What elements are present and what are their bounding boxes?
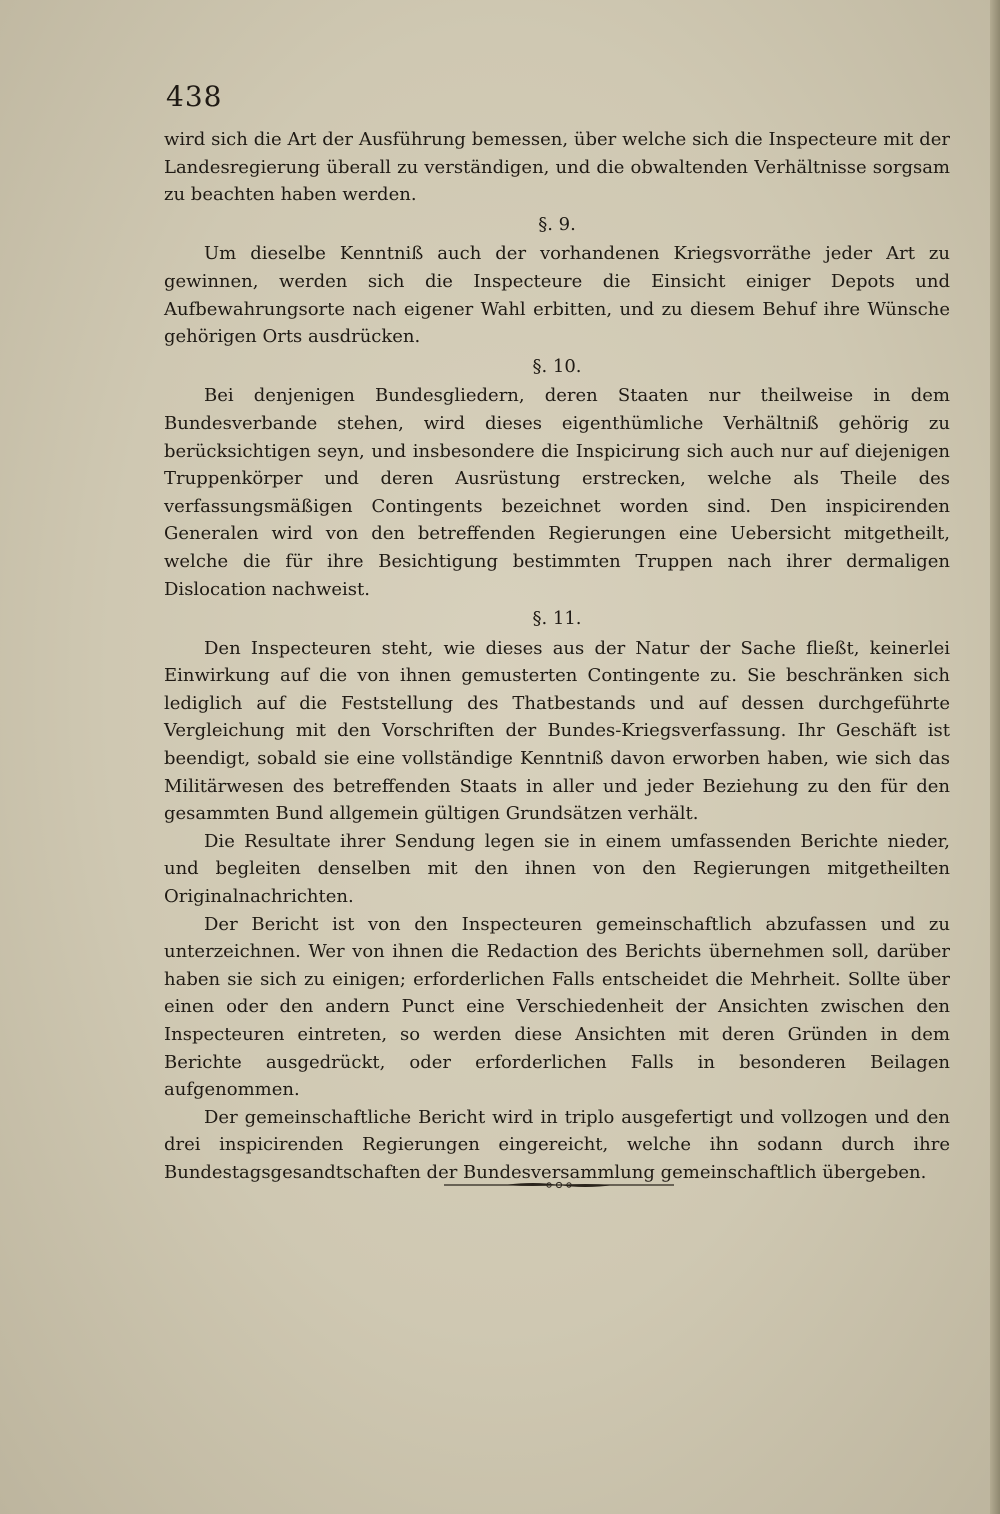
paragraph: Den Inspecteuren steht, wie dieses aus der Natur der Sache fließt, keinerlei Einwirkung auf die von ihnen gemusterten Contingente zu. Sie beschränken sich lediglich auf die Feststellung des Thatbestands und auf dessen durchgeführte Vergleichung mit den Vorschriften der Bundes-Kriegsverfassung. Ihr Geschäft ist beendigt, sobald sie eine vollständige Kenntniß davon erworben haben, wie sich das Militärwesen des betreffenden Staats in aller und jeder Beziehung zu den für den gesammten Bund allgemein gültigen Grundsätzen verhält.	[164, 637, 950, 825]
section-heading: §. 10.	[532, 355, 582, 377]
paragraph: Bei denjenigen Bundesgliedern, deren Staaten nur theilweise in dem Bundesverbande stehen, wird dieses eigenthümliche Verhältniß gehörig zu berücksichtigen seyn, und insbesondere die Inspicirung sich auch nur auf diejenigen Truppenkörper und deren Ausrüstung erstrecken, welche als Theile des verfassungsmäßigen Contingents bezeichnet worden sind. Den inspicirenden Generalen wird von den betreffenden Regierungen eine Uebersicht mitgetheilt, welche die für ihre Besichtigung bestimmten Truppen nach ihrer dermaligen Dislocation nachweist.	[164, 385, 950, 600]
page-number: 438	[166, 80, 223, 113]
body-text	[164, 126, 950, 1187]
paragraph: wird sich die Art der Ausführung bemessen, über welche sich die Inspecteure mit der Landesregierung überall zu verständigen, und die obwaltenden Verhältnisse sorgsam zu beachten haben werden.	[164, 129, 950, 206]
end-ornament	[444, 1180, 674, 1190]
paragraph: Um dieselbe Kenntniß auch der vorhandenen Kriegsvorräthe jeder Art zu gewinnen, werden sich die Inspecteure die Einsicht einiger Depots und Aufbewahrungsorte nach eigener Wahl erbitten, und zu diesem Behuf ihre Wünsche gehörigen Orts ausdrücken.	[164, 243, 950, 348]
section-heading: §. 9.	[538, 213, 576, 235]
paragraph: Der gemeinschaftliche Bericht wird in triplo ausgefertigt und vollzogen und den drei inspicirenden Regierungen eingereicht, welche ihn sodann durch ihre Bundestagsgesandtschaften der Bundesversammlung gemeinschaftlich übergeben.	[164, 1106, 950, 1183]
section-heading: §. 11.	[532, 608, 582, 630]
paragraph: Die Resultate ihrer Sendung legen sie in einem umfassenden Berichte nieder, und begleiten denselben mit den ihnen von den Regierungen mitgetheilten Originalnachrichten.	[164, 830, 950, 908]
paragraph: Der Bericht ist von den Inspecteuren gemeinschaftlich abzufassen und zu unterzeichnen. Wer von ihnen die Redaction des Berichts übernehmen soll, darüber haben sie sich zu einigen; erforderlichen Falls entscheidet die Mehrheit. Sollte über einen oder den andern Punct eine Verschiedenheit der Ansichten zwischen den Inspecteuren eintreten, so werden diese Ansichten mit deren Gründen in dem Berichte ausgedrückt, oder erforderlichen Falls in besonderen Beilagen aufgenommen.	[164, 913, 950, 1101]
page-edge	[990, 0, 1000, 1514]
